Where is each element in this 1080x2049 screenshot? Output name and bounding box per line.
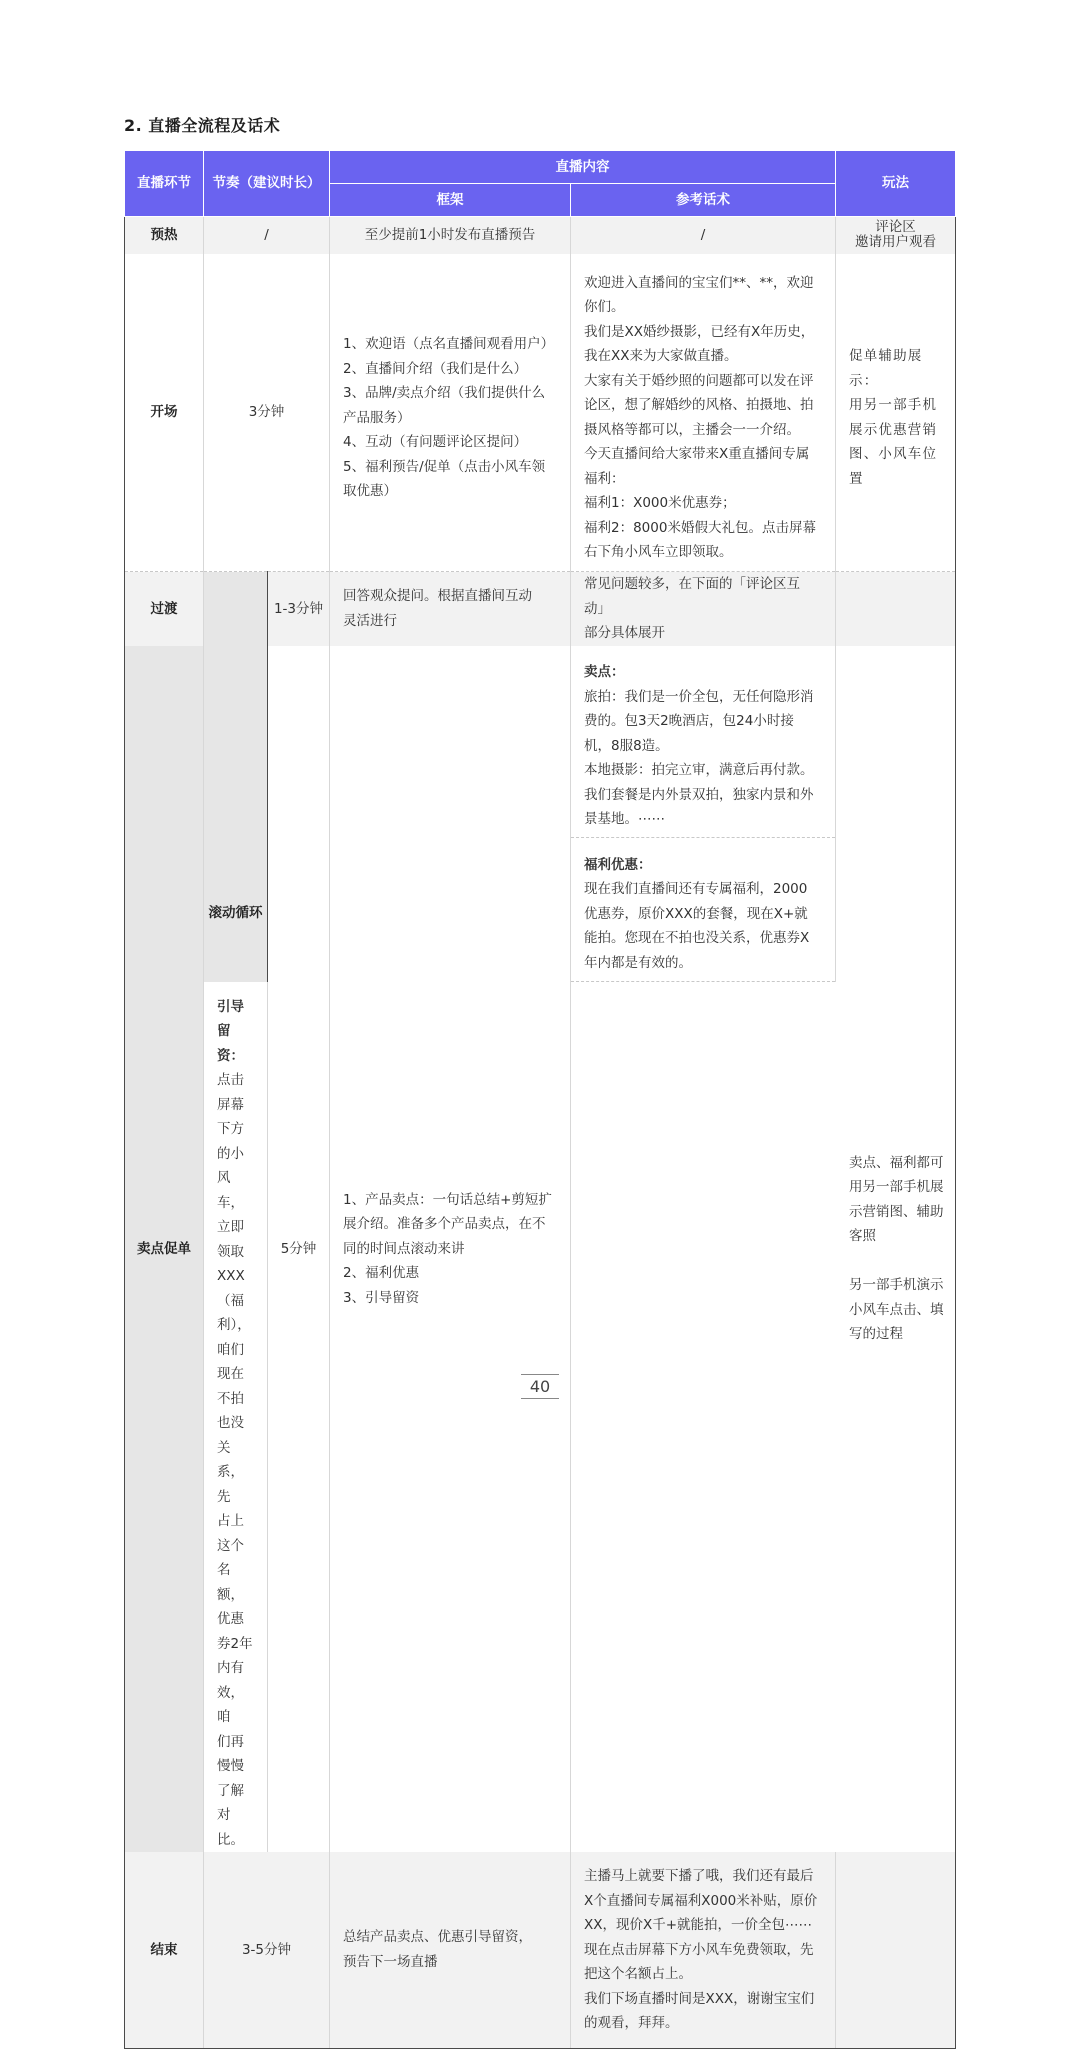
rhythm-cell: / [204, 217, 330, 254]
rhythm-cell: 1-3分钟 [268, 572, 330, 646]
header-content: 直播内容 [330, 151, 836, 184]
script-benefit-text: 现在我们直播间还有专属福利，2000 优惠券，原价XXX的套餐，现在X+就 能拍。您现在不拍也没关系，优惠券X 年内都是有效的。 [584, 881, 810, 971]
rhythm-cell: 3-5分钟 [204, 1852, 330, 2048]
table-row-warmup [125, 217, 956, 254]
stage-cell: 结束 [125, 1852, 204, 2048]
table-row-transition [125, 572, 956, 646]
script-cell: 欢迎进入直播间的宝宝们**、**，欢迎 你们。 我们是XX婚纱摄影，已经有X年历史， 我在XX来为大家做直播。 大家有关于婚纱照的问题都可以发在评 论区，想了解婚纱的风格、拍摄地、拍 摄风格等都可以，主播会一一介绍。 今天直播间给大家带来X重直播间专属 福利： 福利1：X000米优惠券； 福利2：8000米婚假大礼包。点击屏幕 右下角小风车立即领取。 [571, 254, 836, 572]
script-cell-selling [571, 646, 836, 838]
framework-cell: 1、欢迎语（点名直播间观看用户） 2、直播间介绍（我们是什么） 3、品牌/卖点介绍（我们提供什么 产品服务） 4、互动（有问题评论区提问） 5、福利预告/促单（点击小风车领 取优惠） [330, 254, 571, 572]
script-selling-title: 卖点： [584, 664, 625, 680]
header-play: 玩法 [836, 151, 956, 217]
framework-cell: 1、产品卖点：一句话总结+剪短扩 展介绍。准备多个产品卖点，在不 同的时间点滚动来讲 2、福利优惠 3、引导留资 [330, 646, 571, 1853]
live-flow-table [124, 150, 956, 2049]
play-cell: 卖点、福利都可 用另一部手机展 示营销图、辅助 客照 另一部手机演示 小风车点击、填 写的过程 [836, 646, 956, 1853]
section-title: 2. 直播全流程及话术 [124, 116, 281, 135]
table-row-ending [125, 1852, 956, 2048]
stage-cell: 卖点促单 [125, 646, 204, 1853]
header-script: 参考话术 [571, 184, 836, 217]
script-cell: 常见问题较多，在下面的「评论区互动」 部分具体展开 [571, 572, 836, 646]
header-framework: 框架 [330, 184, 571, 217]
loop-label: 滚动循环 [208, 904, 263, 921]
play-cell [836, 572, 956, 646]
script-cell: 主播马上就要下播了哦，我们还有最后 X个直播间专属福利X000米补贴，原价 XX，现价X千+就能拍，一价全包⋯⋯ 现在点击屏幕下方小风车免费领取，先 把这个名额占上。 我们下场直播时间是XXX，谢谢宝宝们 的观看，拜拜。 [571, 1852, 836, 2048]
script-lead-title: 引导留资： [217, 998, 244, 1064]
framework-cell: 至少提前1小时发布直播预告 [330, 217, 571, 254]
play-cell [836, 1852, 956, 2048]
loop-cell [204, 572, 268, 982]
rhythm-cell: 5分钟 [268, 646, 330, 1853]
framework-cell: 回答观众提问。根据直播间互动 灵活进行 [330, 572, 571, 646]
stage-cell: 预热 [125, 217, 204, 254]
header-stage: 直播环节 [125, 151, 204, 217]
rhythm-cell: 3分钟 [204, 254, 330, 572]
script-lead-text: 点击屏幕下方的小风车，立即领取XXX （福利），咱们现在不拍也没关系，先 占上这个名额，优惠券2年内有效，咱 们再慢慢了解对比。 [217, 1072, 253, 1848]
script-cell-benefit [571, 838, 836, 982]
table-row-opening [125, 254, 956, 572]
stage-cell: 过渡 [125, 572, 204, 646]
page-number: 40 [521, 1374, 559, 1399]
script-selling-text: 旅拍：我们是一价全包，无任何隐形消 费的。包3天2晚酒店，包24小时接 机，8服8造。 本地摄影：拍完立审，满意后再付款。 我们套餐是内外景双拍，独家内景和外 景基地。⋯⋯ [584, 688, 814, 827]
script-benefit-title: 福利优惠： [584, 856, 652, 873]
framework-cell: 总结产品卖点、优惠引导留资， 预告下一场直播 [330, 1852, 571, 2048]
play-cell: 评论区 邀请用户观看 [836, 217, 956, 254]
play-cell: 促单辅助展示： 用另一部手机 展示优惠营销 图、小风车位 置 [836, 254, 956, 572]
script-cell-lead [204, 982, 268, 1853]
script-cell: / [571, 217, 836, 254]
header-rhythm: 节奏（建议时长） [204, 151, 330, 217]
stage-cell: 开场 [125, 254, 204, 572]
